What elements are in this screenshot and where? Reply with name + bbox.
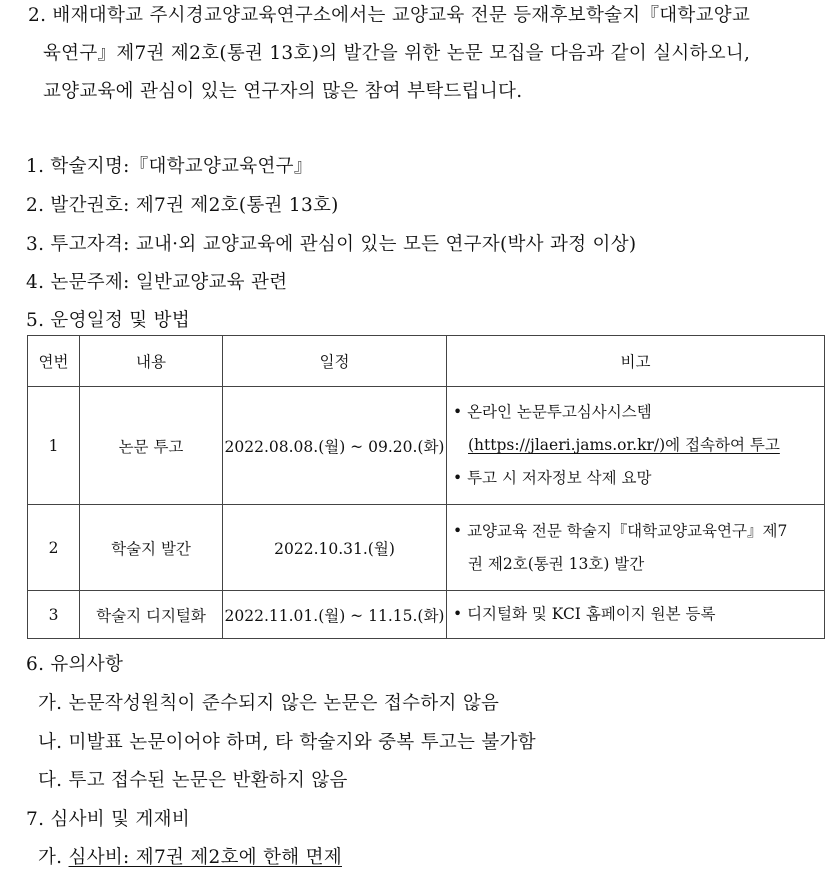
table-row [28, 387, 825, 505]
row-content: 학술지 발간 [80, 505, 223, 591]
row-no: 2 [28, 505, 80, 591]
row-notes [447, 505, 825, 591]
intro-line-2: 육연구』제7권 제2호(통권 13호)의 발간을 위한 논문 모집을 다음과 같이 실시하오니, [43, 43, 751, 64]
row-date: 2022.11.01.(월) ~ 11.15.(화) [223, 591, 447, 639]
header-content: 내용 [80, 336, 223, 387]
intro-line-3: 교양교육에 관심이 있는 연구자의 많은 참여 부탁드립니다. [43, 81, 523, 102]
row-notes [447, 387, 825, 505]
fees-heading: 7. 심사비 및 게재비 [26, 809, 190, 830]
fee-item [38, 846, 342, 870]
item-qualification: 3. 투고자격: 교내·외 교양교육에 관심이 있는 모든 연구자(박사 과정 이상) [26, 234, 637, 255]
note-line: 권 제2호(통권 13호) 발간 [468, 554, 645, 573]
item-schedule-heading: 5. 운영일정 및 방법 [26, 310, 190, 331]
item-topic: 4. 논문주제: 일반교양교육 관련 [26, 272, 288, 293]
note-line: • 투고 시 저자정보 삭제 요망 [453, 469, 652, 487]
caution-item: 다. 투고 접수된 논문은 반환하지 않음 [38, 770, 348, 791]
table-row [28, 505, 825, 591]
fee-item-prefix: 가. [38, 847, 69, 868]
row-content: 논문 투고 [80, 387, 223, 505]
item-journal-name: 1. 학술지명:『대학교양교육연구』 [26, 156, 313, 177]
schedule-table [27, 335, 825, 639]
note-line [453, 429, 824, 462]
table-row [28, 591, 825, 639]
row-no: 3 [28, 591, 80, 639]
row-content: 학술지 디지털화 [80, 591, 223, 639]
header-notes: 비고 [447, 336, 825, 387]
row-date: 2022.08.08.(월) ~ 09.20.(화) [223, 387, 447, 505]
note-line: • 온라인 논문투고심사시스템 [453, 403, 652, 421]
url-link[interactable]: (https://jlaeri.jams.or.kr/)에 접속하여 투고 [468, 436, 780, 454]
intro-line-1: 2. 배재대학교 주시경교양교육연구소에서는 교양교육 전문 등재후보학술지『대학교양교 [28, 5, 751, 26]
row-notes [447, 591, 825, 639]
caution-item: 나. 미발표 논문이어야 하며, 타 학술지와 중복 투고는 불가함 [38, 732, 536, 753]
note-line: • 디지털화 및 KCI 홈페이지 원본 등록 [453, 605, 716, 623]
table-header-row [28, 336, 825, 387]
note-line: • 교양교육 전문 학술지『대학교양교육연구』제7 [453, 521, 788, 540]
row-date: 2022.10.31.(월) [223, 505, 447, 591]
row-no: 1 [28, 387, 80, 505]
header-date: 일정 [223, 336, 447, 387]
header-no: 연번 [28, 336, 80, 387]
fee-item-text: 심사비: 제7권 제2호에 한해 면제 [68, 847, 342, 868]
cautions-heading: 6. 유의사항 [26, 654, 124, 675]
caution-item: 가. 논문작성원칙이 준수되지 않은 논문은 접수하지 않음 [38, 693, 500, 714]
item-volume: 2. 발간권호: 제7권 제2호(통권 13호) [26, 195, 339, 216]
